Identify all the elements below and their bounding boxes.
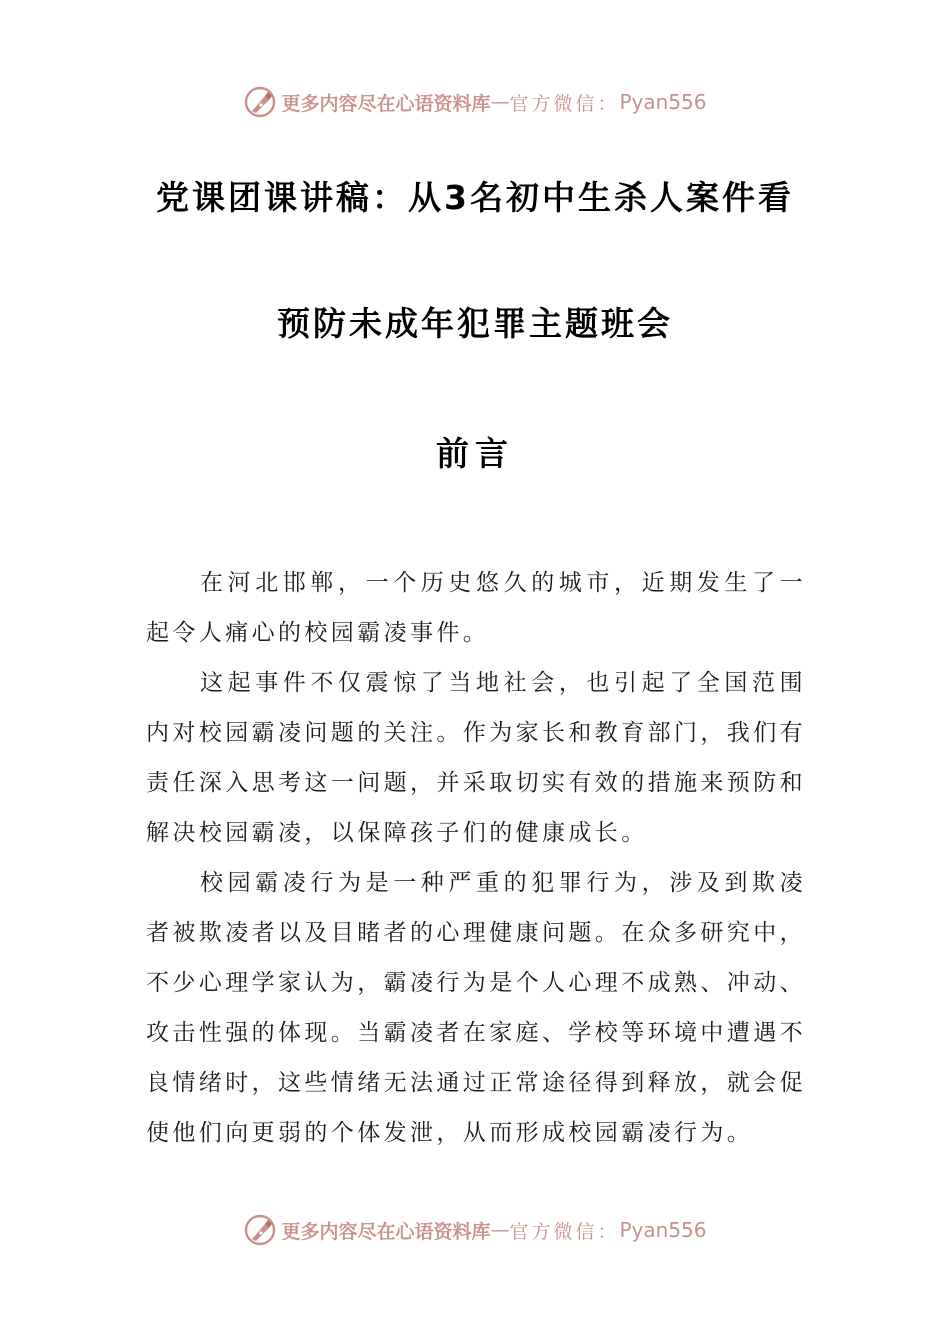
watermark-id: Pyan556 [619,1218,707,1242]
watermark-label: 官方微信： [509,92,620,115]
watermark-dash: — [490,1219,510,1241]
footer-watermark [0,1210,950,1250]
watermark-dash: — [490,91,510,113]
pen-nib-logo-icon [243,85,277,119]
header-watermark [0,82,950,122]
document-title-line-2: 预防未成年犯罪主题班会 [277,304,673,343]
document-title-line-1: 党课团课讲稿：从3名初中生杀人案件看 [156,178,794,217]
body-text [146,558,806,1158]
pen-nib-logo-icon [243,1213,277,1247]
paragraph-1: 在河北邯郸，一个历史悠久的城市，近期发生了一起令人痛心的校园霸凌事件。 [146,570,806,646]
watermark-id: Pyan556 [619,90,707,114]
watermark-brand: 更多内容尽在心语资料库 [281,92,491,115]
section-heading: 前言 [436,434,514,473]
watermark-label: 官方微信： [509,1220,620,1243]
watermark-brand: 更多内容尽在心语资料库 [281,1220,491,1243]
paragraph-3: 校园霸凌行为是一种严重的犯罪行为，涉及到欺凌者被欺凌者以及目睹者的心理健康问题。在众多研究中，不少心理学家认为，霸凌行为是个人心理不成熟、冲动、攻击性强的体现。当霸凌者在家庭、学校等环境中遭遇不良情绪时，这些情绪无法通过正常途径得到释放，就会促使他们向更弱的个体发泄，从而形成校园霸凌行为。 [146,870,806,1146]
paragraph-2: 这起事件不仅震惊了当地社会，也引起了全国范围内对校园霸凌问题的关注。作为家长和教育部门，我们有责任深入思考这一问题，并采取切实有效的措施来预防和解决校园霸凌，以保障孩子们的健康成长。 [146,670,806,846]
